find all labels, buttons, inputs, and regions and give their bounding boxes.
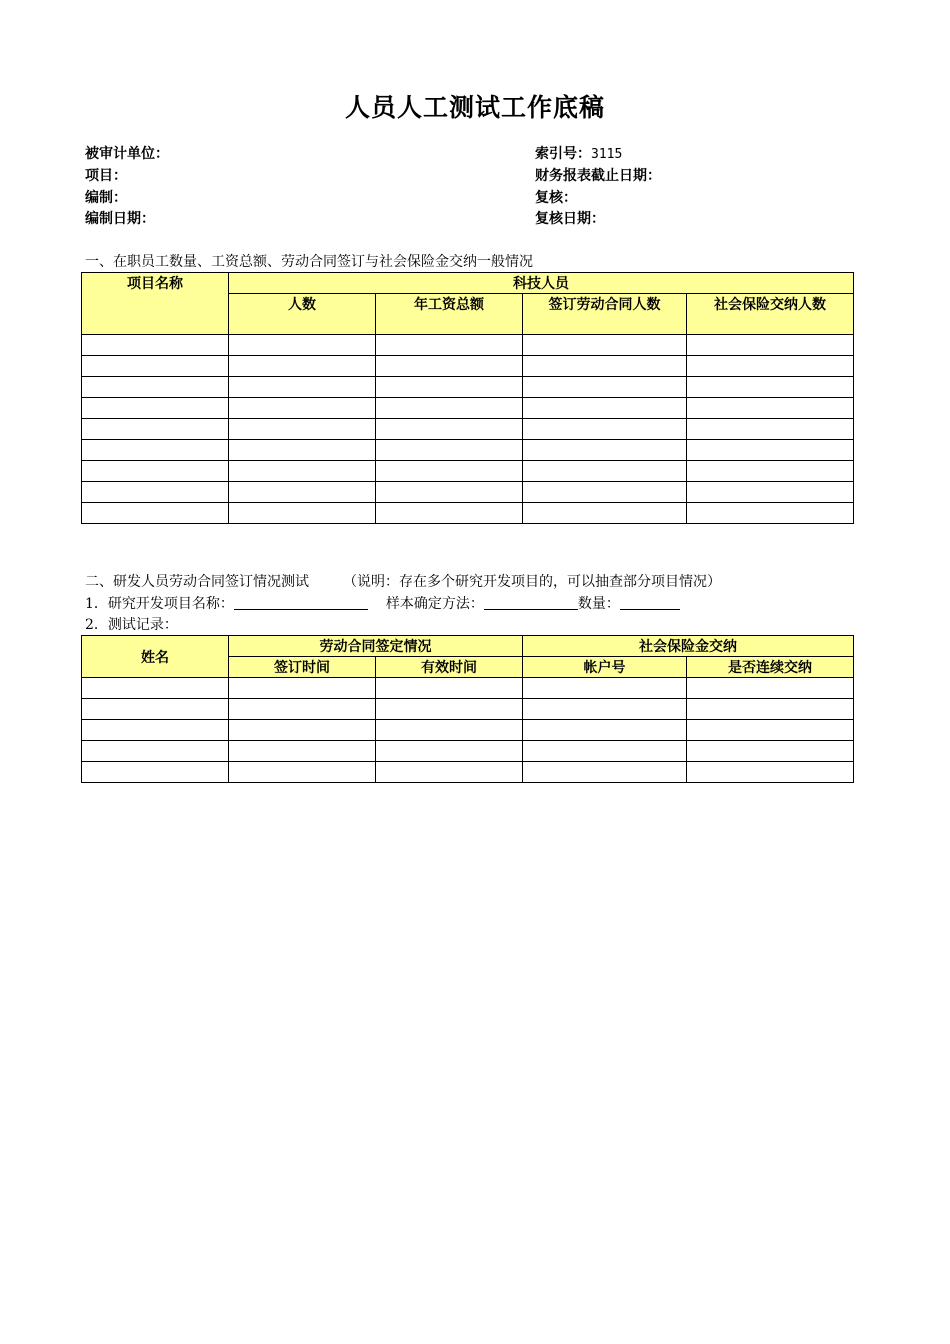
table-cell[interactable]: [376, 398, 523, 419]
table-cell[interactable]: [376, 699, 523, 720]
table-row: [82, 356, 854, 377]
table-cell[interactable]: [687, 699, 854, 720]
table-cell[interactable]: [229, 482, 376, 503]
header-tech-staff: 科技人员: [229, 273, 854, 294]
header-insurance-count: 社会保险交纳人数: [687, 294, 854, 335]
index-number-field: [535, 144, 622, 165]
header-project-name: 项目名称: [82, 273, 229, 335]
report-cutoff-date-label: 财务报表截止日期：: [535, 168, 661, 184]
table-cell[interactable]: [82, 741, 229, 762]
table-row: [82, 678, 854, 699]
table-cell[interactable]: [376, 440, 523, 461]
table-cell[interactable]: [376, 419, 523, 440]
table-cell[interactable]: [687, 335, 854, 356]
table-cell[interactable]: [82, 762, 229, 783]
table-cell[interactable]: [229, 440, 376, 461]
header-social-insurance: 社会保险金交纳: [523, 636, 854, 657]
table-row: [82, 762, 854, 783]
header-continuous-payment: 是否连续交纳: [687, 657, 854, 678]
sampling-method-blank: [484, 595, 578, 610]
table-row: [82, 398, 854, 419]
table-cell[interactable]: [229, 419, 376, 440]
table-cell[interactable]: [82, 482, 229, 503]
table-row: [82, 699, 854, 720]
table-cell[interactable]: [523, 356, 687, 377]
report-cutoff-date-field: [535, 166, 661, 186]
reviewer-label: 复核：: [535, 190, 577, 206]
table-cell[interactable]: [229, 503, 376, 524]
table-cell[interactable]: [687, 503, 854, 524]
table-cell[interactable]: [376, 335, 523, 356]
table-cell[interactable]: [376, 377, 523, 398]
table-cell[interactable]: [229, 762, 376, 783]
table-cell[interactable]: [229, 335, 376, 356]
table-cell[interactable]: [229, 678, 376, 699]
quantity-label: 数量：: [577, 596, 620, 612]
table-cell[interactable]: [229, 377, 376, 398]
table-cell[interactable]: [229, 741, 376, 762]
table-cell[interactable]: [82, 398, 229, 419]
table-cell[interactable]: [82, 377, 229, 398]
table-cell[interactable]: [687, 762, 854, 783]
table-row: [82, 720, 854, 741]
prepared-by-field: [85, 188, 127, 208]
table-cell[interactable]: [523, 741, 687, 762]
table-row: [82, 461, 854, 482]
table-cell[interactable]: [687, 356, 854, 377]
table-cell[interactable]: [523, 461, 687, 482]
table-row: [82, 335, 854, 356]
table-cell[interactable]: [687, 741, 854, 762]
table-cell[interactable]: [523, 419, 687, 440]
table-cell[interactable]: [229, 461, 376, 482]
index-number-label: 索引号：: [535, 146, 591, 162]
table-cell[interactable]: [687, 678, 854, 699]
section1-heading: 一、在职员工数量、工资总额、劳动合同签订与社会保险金交纳一般情况: [85, 254, 533, 270]
header-contract-status: 劳动合同签定情况: [229, 636, 523, 657]
table-cell[interactable]: [82, 440, 229, 461]
table-row: [82, 377, 854, 398]
table-cell[interactable]: [376, 482, 523, 503]
prepared-date-label: 编制日期：: [85, 211, 155, 227]
index-number-value: 3115: [591, 147, 623, 162]
table-row: [82, 440, 854, 461]
table-cell[interactable]: [82, 699, 229, 720]
table-cell[interactable]: [523, 678, 687, 699]
table-cell[interactable]: [523, 377, 687, 398]
table-cell[interactable]: [229, 720, 376, 741]
header-valid-period: 有效时间: [376, 657, 523, 678]
table-row: [82, 503, 854, 524]
project-field: [85, 166, 127, 186]
review-date-field: [535, 209, 605, 229]
table-cell[interactable]: [687, 461, 854, 482]
staff-summary-table: [81, 272, 854, 524]
table-cell[interactable]: [687, 720, 854, 741]
table-cell[interactable]: [523, 762, 687, 783]
audited-unit-label: 被审计单位：: [85, 146, 169, 162]
sampling-method-label: 样本确定方法：: [385, 596, 484, 612]
section2-note: （说明：存在多个研究开发项目的，可以抽查部分项目情况）: [343, 574, 721, 590]
table-cell[interactable]: [376, 461, 523, 482]
table-cell[interactable]: [376, 356, 523, 377]
header-headcount: 人数: [229, 294, 376, 335]
table-cell[interactable]: [229, 398, 376, 419]
table-cell[interactable]: [229, 699, 376, 720]
header-annual-wages: 年工资总额: [376, 294, 523, 335]
table-cell[interactable]: [687, 482, 854, 503]
audited-unit-field: [85, 144, 169, 164]
table-cell[interactable]: [82, 461, 229, 482]
rd-project-name-blank: [234, 595, 368, 610]
table-cell[interactable]: [376, 503, 523, 524]
table-cell[interactable]: [82, 419, 229, 440]
table-cell[interactable]: [523, 482, 687, 503]
page-title: 人员人工测试工作底稿: [344, 93, 605, 122]
table-cell[interactable]: [523, 440, 687, 461]
section2-line2: 2．测试记录：: [85, 617, 178, 633]
contract-test-table: [81, 635, 854, 783]
table-cell[interactable]: [687, 398, 854, 419]
section2-heading-line: [85, 572, 721, 592]
prepared-date-field: [85, 209, 155, 229]
table-cell[interactable]: [523, 720, 687, 741]
table-cell[interactable]: [687, 377, 854, 398]
section2-line1: [85, 594, 680, 614]
header-name: 姓名: [82, 636, 229, 678]
table-cell[interactable]: [229, 356, 376, 377]
table-cell[interactable]: [82, 335, 229, 356]
header-account-number: 帐户号: [523, 657, 687, 678]
prepared-by-label: 编制：: [85, 190, 127, 206]
section2-heading: 二、研发人员劳动合同签订情况测试: [85, 574, 309, 590]
table-cell[interactable]: [523, 335, 687, 356]
table-cell[interactable]: [82, 678, 229, 699]
reviewer-field: [535, 188, 577, 208]
table-cell[interactable]: [523, 699, 687, 720]
table-cell[interactable]: [523, 503, 687, 524]
header-sign-date: 签订时间: [229, 657, 376, 678]
table-cell[interactable]: [376, 762, 523, 783]
table-cell[interactable]: [376, 720, 523, 741]
project-label: 项目：: [85, 168, 127, 184]
table-cell[interactable]: [376, 741, 523, 762]
table-cell[interactable]: [687, 440, 854, 461]
table-row: [82, 482, 854, 503]
table-cell[interactable]: [523, 398, 687, 419]
header-contract-count: 签订劳动合同人数: [523, 294, 687, 335]
rd-project-name-label: 1．研究开发项目名称：: [85, 596, 234, 612]
table-row: [82, 741, 854, 762]
quantity-blank: [620, 595, 680, 610]
table-cell[interactable]: [82, 503, 229, 524]
table-cell[interactable]: [82, 356, 229, 377]
table-cell[interactable]: [376, 678, 523, 699]
table-cell[interactable]: [82, 720, 229, 741]
table-cell[interactable]: [687, 419, 854, 440]
review-date-label: 复核日期：: [535, 211, 605, 227]
table-row: [82, 419, 854, 440]
